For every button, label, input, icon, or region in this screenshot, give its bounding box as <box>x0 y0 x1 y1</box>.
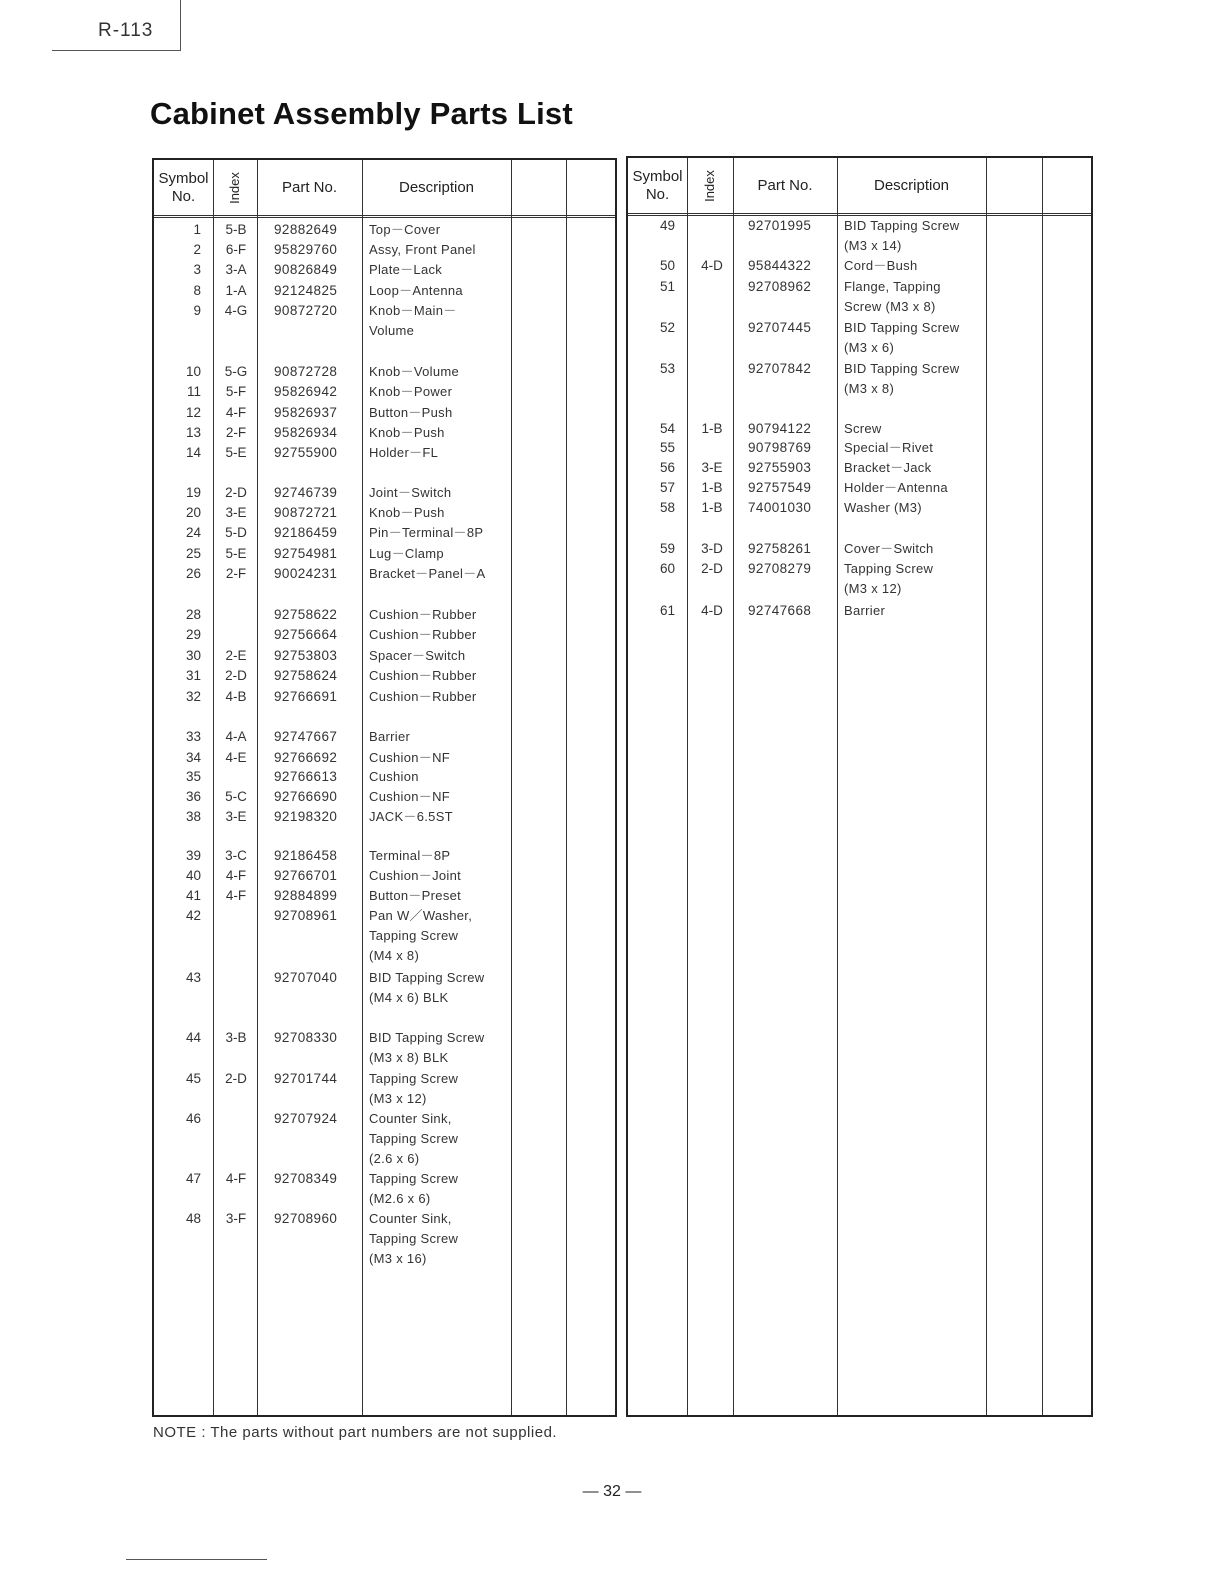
symbol-no: 43 <box>185 970 201 985</box>
header-index <box>687 158 733 213</box>
column-divider <box>733 158 734 1415</box>
symbol-no: 32 <box>185 689 201 704</box>
index-ref: 2-F <box>225 425 247 440</box>
symbol-no: 44 <box>185 1030 201 1045</box>
description: Barrier <box>844 603 886 618</box>
index-ref: 4-D <box>701 258 723 273</box>
description: Knob－Power <box>369 384 453 399</box>
part-number: 92754981 <box>274 546 338 561</box>
footnote: NOTE : The parts without part numbers are not supplied. <box>153 1424 558 1441</box>
description: Counter Sink, Tapping Screw (M3 x 16) <box>369 1211 459 1266</box>
symbol-no: 2 <box>193 242 201 257</box>
part-number: 90024231 <box>274 566 338 581</box>
index-ref: 5-F <box>225 384 247 399</box>
description: Cushion－NF <box>369 750 451 765</box>
part-number: 92708960 <box>274 1211 338 1226</box>
symbol-no: 46 <box>185 1111 201 1126</box>
part-number: 92758624 <box>274 668 338 683</box>
part-number: 95826934 <box>274 425 338 440</box>
symbol-no: 50 <box>659 258 675 273</box>
symbol-no: 40 <box>185 868 201 883</box>
part-number: 92755903 <box>748 460 812 475</box>
part-number: 92766701 <box>274 868 338 883</box>
part-number: 92708330 <box>274 1030 338 1045</box>
index-ref: 1-A <box>225 283 247 298</box>
part-number: 95826937 <box>274 405 338 420</box>
description: BID Tapping Screw (M3 x 6) <box>844 320 960 355</box>
description: Lug－Clamp <box>369 546 444 561</box>
index-ref: 4-E <box>225 750 247 765</box>
index-ref: 4-G <box>224 303 248 318</box>
index-ref: 1-B <box>701 421 723 436</box>
header-part-no: Part No. <box>281 178 338 196</box>
symbol-no: 10 <box>185 364 201 379</box>
column-divider <box>687 158 688 1415</box>
part-number: 92882649 <box>274 222 338 237</box>
symbol-no: 29 <box>185 627 201 642</box>
symbol-no: 1 <box>193 222 201 237</box>
header-index <box>213 160 257 215</box>
symbol-no: 34 <box>185 750 201 765</box>
description: Knob－Push <box>369 425 445 440</box>
symbol-no: 3 <box>193 262 201 277</box>
footer-rule <box>126 1559 267 1560</box>
part-number: 92198320 <box>274 809 338 824</box>
symbol-no: 28 <box>185 607 201 622</box>
index-ref: 5-B <box>225 222 247 237</box>
header-rule <box>628 213 1091 214</box>
part-number: 92701744 <box>274 1071 338 1086</box>
part-number: 92707445 <box>748 320 812 335</box>
symbol-no: 55 <box>659 440 675 455</box>
header-symbol-no <box>628 158 687 213</box>
description: Barrier <box>369 729 411 744</box>
description: Button－Push <box>369 405 453 420</box>
symbol-no: 31 <box>185 668 201 683</box>
description: Holder－FL <box>369 445 439 460</box>
description: Screw <box>844 421 882 436</box>
symbol-no: 47 <box>185 1171 201 1186</box>
part-number: 92186458 <box>274 848 338 863</box>
description: BID Tapping Screw (M4 x 6) BLK <box>369 970 485 1005</box>
description: Bracket－Jack <box>844 460 932 475</box>
symbol-no: 53 <box>659 361 675 376</box>
part-number: 90794122 <box>748 421 812 436</box>
description: Plate－Lack <box>369 262 443 277</box>
index-ref: 5-C <box>225 789 247 804</box>
symbol-no: 36 <box>185 789 201 804</box>
parts-table-right <box>626 156 1093 1417</box>
symbol-no: 61 <box>659 603 675 618</box>
part-number: 92708962 <box>748 279 812 294</box>
index-ref: 3-E <box>225 809 247 824</box>
description: Spacer－Switch <box>369 648 466 663</box>
index-ref: 2-D <box>225 485 247 500</box>
description: BID Tapping Screw (M3 x 8) BLK <box>369 1030 485 1065</box>
description: Knob－Main－ Volume <box>369 303 457 338</box>
part-number: 90826849 <box>274 262 338 277</box>
part-number: 92766690 <box>274 789 338 804</box>
symbol-no: 14 <box>185 445 201 460</box>
index-ref: 2-D <box>701 561 723 576</box>
part-number: 92884899 <box>274 888 338 903</box>
part-number: 92707924 <box>274 1111 338 1126</box>
description: Bracket－Panel－A <box>369 566 486 581</box>
column-divider <box>362 160 363 1415</box>
parts-table-left <box>152 158 617 1417</box>
description: Cushion－Rubber <box>369 668 477 683</box>
description: Cushion－Joint <box>369 868 462 883</box>
part-number: 95844322 <box>748 258 812 273</box>
description: Top－Cover <box>369 222 441 237</box>
index-ref: 2-F <box>225 566 247 581</box>
description: BID Tapping Screw (M3 x 8) <box>844 361 960 396</box>
index-ref: 5-E <box>225 445 247 460</box>
description: Cord－Bush <box>844 258 918 273</box>
part-number: 92746739 <box>274 485 338 500</box>
symbol-no: 60 <box>659 561 675 576</box>
index-ref: 3-B <box>225 1030 247 1045</box>
header-description: Description <box>873 176 950 194</box>
symbol-no: 25 <box>185 546 201 561</box>
description: Flange, Tapping Screw (M3 x 8) <box>844 279 941 314</box>
part-number: 92707040 <box>274 970 338 985</box>
index-ref: 2-E <box>225 648 247 663</box>
description: Tapping Screw (M3 x 12) <box>369 1071 459 1106</box>
index-ref: 4-F <box>225 405 247 420</box>
symbol-no: 11 <box>186 384 201 399</box>
column-divider <box>837 158 838 1415</box>
part-number: 92766691 <box>274 689 338 704</box>
header-index-label: Index <box>227 171 242 204</box>
description: Knob－Push <box>369 505 445 520</box>
header-description: Description <box>398 178 475 196</box>
part-number: 92747667 <box>274 729 338 744</box>
page-number: — 32 — <box>582 1483 642 1500</box>
symbol-no: 48 <box>185 1211 201 1226</box>
page-title: Cabinet Assembly Parts List <box>150 96 573 131</box>
header-symbol-label: Symbol <box>158 169 209 187</box>
description: Cushion－Rubber <box>369 607 477 622</box>
symbol-no: 12 <box>185 405 201 420</box>
description: Pan W／Washer, Tapping Screw (M4 x 8) <box>369 908 473 963</box>
index-ref: 2-D <box>225 1071 247 1086</box>
corner-rule <box>180 0 181 51</box>
description: Cushion－Rubber <box>369 689 477 704</box>
description: Joint－Switch <box>369 485 452 500</box>
part-number: 92708961 <box>274 908 338 923</box>
index-ref: 4-F <box>225 888 247 903</box>
index-ref: 3-C <box>225 848 247 863</box>
description: Special－Rivet <box>844 440 934 455</box>
part-number: 92707842 <box>748 361 812 376</box>
description: JACK－6.5ST <box>369 809 453 824</box>
part-number: 90872721 <box>274 505 338 520</box>
symbol-no: 49 <box>659 218 675 233</box>
index-ref: 5-D <box>225 525 247 540</box>
symbol-no: 52 <box>659 320 675 335</box>
column-divider <box>566 160 567 1415</box>
part-number: 92758261 <box>748 541 812 556</box>
index-ref: 4-D <box>701 603 723 618</box>
index-ref: 5-G <box>224 364 248 379</box>
header-rule <box>154 217 615 218</box>
symbol-no: 57 <box>659 480 675 495</box>
header-symbol-no <box>154 160 213 215</box>
part-number: 90872728 <box>274 364 338 379</box>
description: Cushion－Rubber <box>369 627 477 642</box>
symbol-no: 33 <box>185 729 201 744</box>
part-number: 92766692 <box>274 750 338 765</box>
part-number: 92755900 <box>274 445 338 460</box>
header-index-label: Index <box>702 169 717 202</box>
part-number: 92766613 <box>274 769 338 784</box>
symbol-no: 24 <box>185 525 201 540</box>
symbol-no: 19 <box>185 485 201 500</box>
symbol-no: 45 <box>185 1071 201 1086</box>
symbol-no: 56 <box>659 460 675 475</box>
header-part-no: Part No. <box>757 176 813 194</box>
index-ref: 3-D <box>701 541 723 556</box>
header-rule <box>154 215 615 216</box>
corner-rule <box>52 50 180 51</box>
description: Cover－Switch <box>844 541 934 556</box>
symbol-no: 20 <box>185 505 201 520</box>
index-ref: 5-E <box>225 546 247 561</box>
description: Holder－Antenna <box>844 480 948 495</box>
description: Counter Sink, Tapping Screw (2.6 x 6) <box>369 1111 459 1166</box>
index-ref: 3-E <box>701 460 723 475</box>
symbol-no: 13 <box>185 425 201 440</box>
symbol-no: 58 <box>659 500 675 515</box>
description: Knob－Volume <box>369 364 460 379</box>
symbol-no: 54 <box>659 421 675 436</box>
description: Cushion－NF <box>369 789 451 804</box>
part-number: 74001030 <box>748 500 812 515</box>
description: Tapping Screw (M2.6 x 6) <box>369 1171 459 1206</box>
symbol-no: 26 <box>185 566 201 581</box>
part-number: 92186459 <box>274 525 338 540</box>
index-ref: 4-F <box>225 1171 247 1186</box>
index-ref: 3-E <box>225 505 247 520</box>
header-no-label: No. <box>645 185 670 203</box>
index-ref: 4-A <box>225 729 247 744</box>
part-number: 92708349 <box>274 1171 338 1186</box>
description: Cushion <box>369 769 419 784</box>
description: Loop－Antenna <box>369 283 463 298</box>
column-divider <box>511 160 512 1415</box>
symbol-no: 42 <box>185 908 201 923</box>
symbol-no: 59 <box>659 541 675 556</box>
part-number: 92756664 <box>274 627 338 642</box>
description: Washer (M3) <box>844 500 922 515</box>
symbol-no: 38 <box>185 809 201 824</box>
part-number: 92708279 <box>748 561 812 576</box>
description: Pin－Terminal－8P <box>369 525 484 540</box>
symbol-no: 41 <box>185 888 201 903</box>
description: Tapping Screw (M3 x 12) <box>844 561 934 596</box>
description: Button－Preset <box>369 888 462 903</box>
index-ref: 3-F <box>225 1211 247 1226</box>
index-ref: 1-B <box>701 500 723 515</box>
part-number: 92757549 <box>748 480 812 495</box>
index-ref: 4-B <box>225 689 247 704</box>
index-ref: 2-D <box>225 668 247 683</box>
description: Assy, Front Panel <box>369 242 476 257</box>
part-number: 92124825 <box>274 283 338 298</box>
part-number: 95829760 <box>274 242 338 257</box>
part-number: 90872720 <box>274 303 338 318</box>
part-number: 95826942 <box>274 384 338 399</box>
column-divider <box>1042 158 1043 1415</box>
part-number: 92747668 <box>748 603 812 618</box>
symbol-no: 35 <box>185 769 201 784</box>
symbol-no: 8 <box>193 283 201 298</box>
header-symbol-label: Symbol <box>632 167 683 185</box>
model-code: R-113 <box>98 20 154 41</box>
index-ref: 3-A <box>225 262 247 277</box>
index-ref: 4-F <box>225 868 247 883</box>
description: BID Tapping Screw (M3 x 14) <box>844 218 960 253</box>
part-number: 92701995 <box>748 218 812 233</box>
index-ref: 1-B <box>701 480 723 495</box>
symbol-no: 9 <box>193 303 201 318</box>
description: Terminal－8P <box>369 848 451 863</box>
symbol-no: 39 <box>185 848 201 863</box>
symbol-no: 51 <box>659 279 675 294</box>
part-number: 92758622 <box>274 607 338 622</box>
index-ref: 6-F <box>225 242 247 257</box>
part-number: 92753803 <box>274 648 338 663</box>
header-no-label: No. <box>171 187 196 205</box>
symbol-no: 30 <box>185 648 201 663</box>
part-number: 90798769 <box>748 440 812 455</box>
